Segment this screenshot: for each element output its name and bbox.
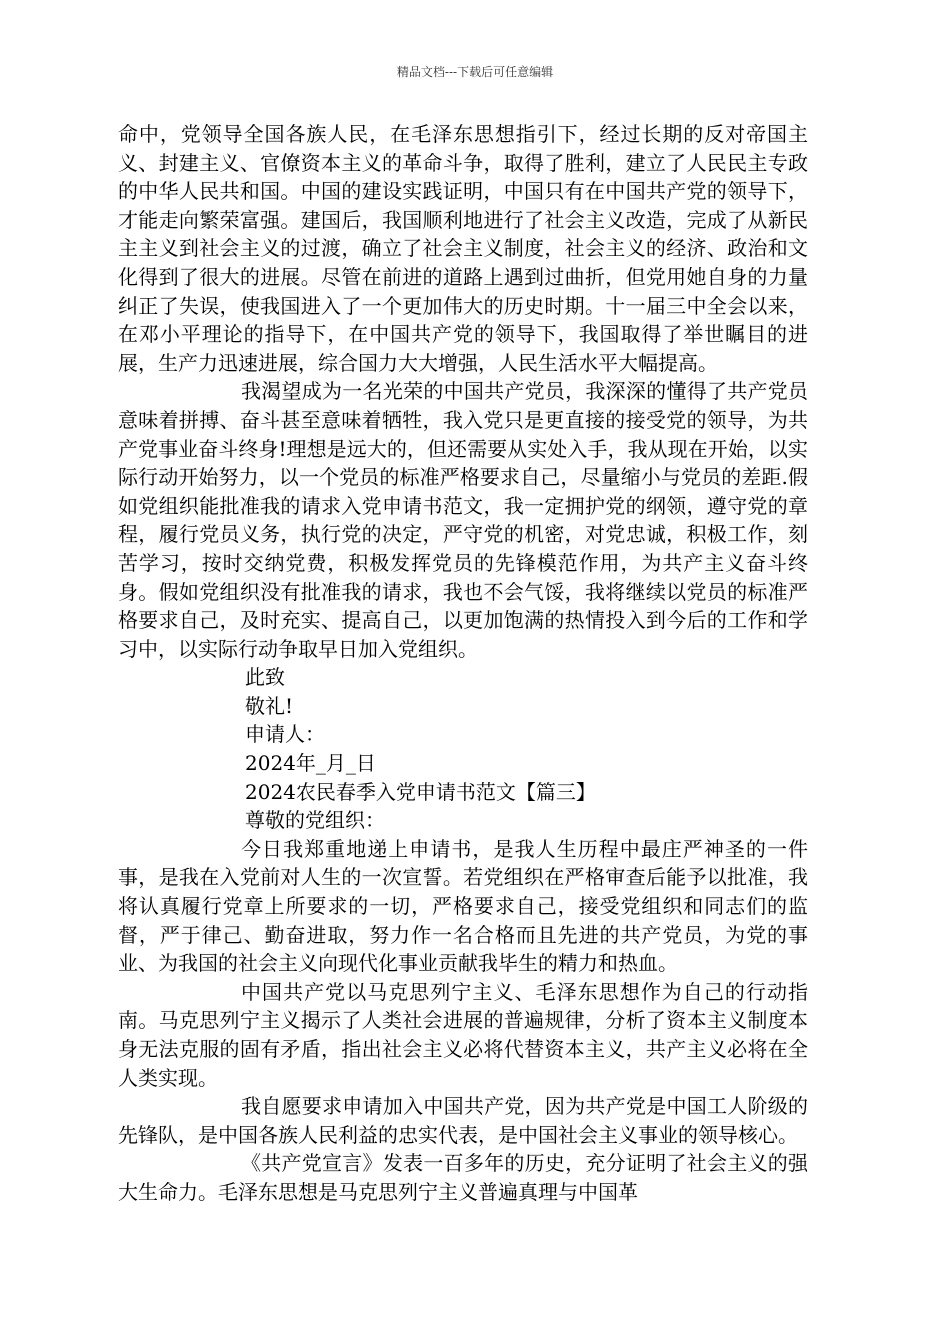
closing-line-2: 敬礼! bbox=[245, 693, 294, 718]
applicant-line: 申请人： bbox=[245, 722, 325, 747]
closing-line-1: 此致 bbox=[245, 665, 285, 690]
section-title: 2024农民春季入党申请书范文【篇三】 bbox=[245, 779, 596, 804]
salutation: 尊敬的党组织： bbox=[245, 808, 385, 833]
date-line: 2024年_月_日 bbox=[245, 751, 376, 776]
paragraph-5: 我自愿要求申请加入中国共产党，因为共产党是中国工人阶级的先锋队，是中国各族人民利益的忠实代表，是中国社会主义事业的领导核心。 bbox=[118, 1094, 808, 1147]
page-header: 精品文档---下载后可任意编辑 bbox=[396, 65, 554, 79]
paragraph-6: 《共产党宣言》发表一百多年的历史，充分证明了社会主义的强大生命力。毛泽东思想是马克思列宁主义普遍真理与中国革 bbox=[118, 1151, 808, 1204]
paragraph-3: 今日我郑重地递上申请书，是我人生历程中最庄严神圣的一件事，是我在入党前对人生的一次宣誓。若党组织在严格审查后能予以批准，我将认真履行党章上所要求的一切，严格要求自己，接受党组织和同志们的监督，严于律己、勤奋进取，努力作一名合格而且先进的共产党员，为党的事业、为我国的社会主义向现代化事业贡献我毕生的精力和热血。 bbox=[118, 836, 808, 976]
paragraph-2: 我渴望成为一名光荣的中国共产党员，我深深的懂得了共产党员意味着拼搏、奋斗甚至意味着牺牲，我入党只是更直接的接受党的领导，为共产党事业奋斗终身!理想是远大的，但还需要从实处入手，我从现在开始，以实际行动开始努力，以一个党员的标准严格要求自己，尽量缩小与党员的差距.假如党组织能批准我的请求入党申请书范文，我一定拥护党的纲领，遵守党的章程，履行党员义务，执行党的决定，严守党的机密，对党忠诚，积极工作，刻苦学习，按时交纳党费，积极发挥党员的先锋模范作用，为共产主义奋斗终身。假如党组织没有批准我的请求，我也不会气馁，我将继续以党员的标准严格要求自己，及时充实、提高自己，以更加饱满的热情投入到今后的工作和学习中，以实际行动争取早日加入党组织。 bbox=[118, 379, 808, 661]
paragraph-4: 中国共产党以马克思列宁主义、毛泽东思想作为自己的行动指南。马克思列宁主义揭示了人类社会进展的普遍规律，分析了资本主义制度本身无法克服的固有矛盾，指出社会主义必将代替资本主义，共产主义必将在全人类实现。 bbox=[118, 979, 808, 1090]
paragraph-1: 命中，党领导全国各族人民，在毛泽东思想指引下，经过长期的反对帝国主义、封建主义、官僚资本主义的革命斗争，取得了胜利，建立了人民民主专政的中华人民共和国。中国的建设实践证明，中国只有在中国共产党的领导下，才能走向繁荣富强。建国后，我国顺利地进行了社会主义改造，完成了从新民主主义到社会主义的过渡，确立了社会主义制度，社会主义的经济、政治和文化得到了很大的进展。尽管在前进的道路上遇到过曲折，但党用她自身的力量纠正了失误，使我国进入了一个更加伟大的历史时期。十一届三中全会以来，在邓小平理论的指导下，在中国共产党的领导下，我国取得了举世瞩目的进展，生产力迅速进展，综合国力大大增强，人民生活水平大幅提高。 bbox=[118, 122, 808, 375]
document-body bbox=[118, 120, 808, 1207]
